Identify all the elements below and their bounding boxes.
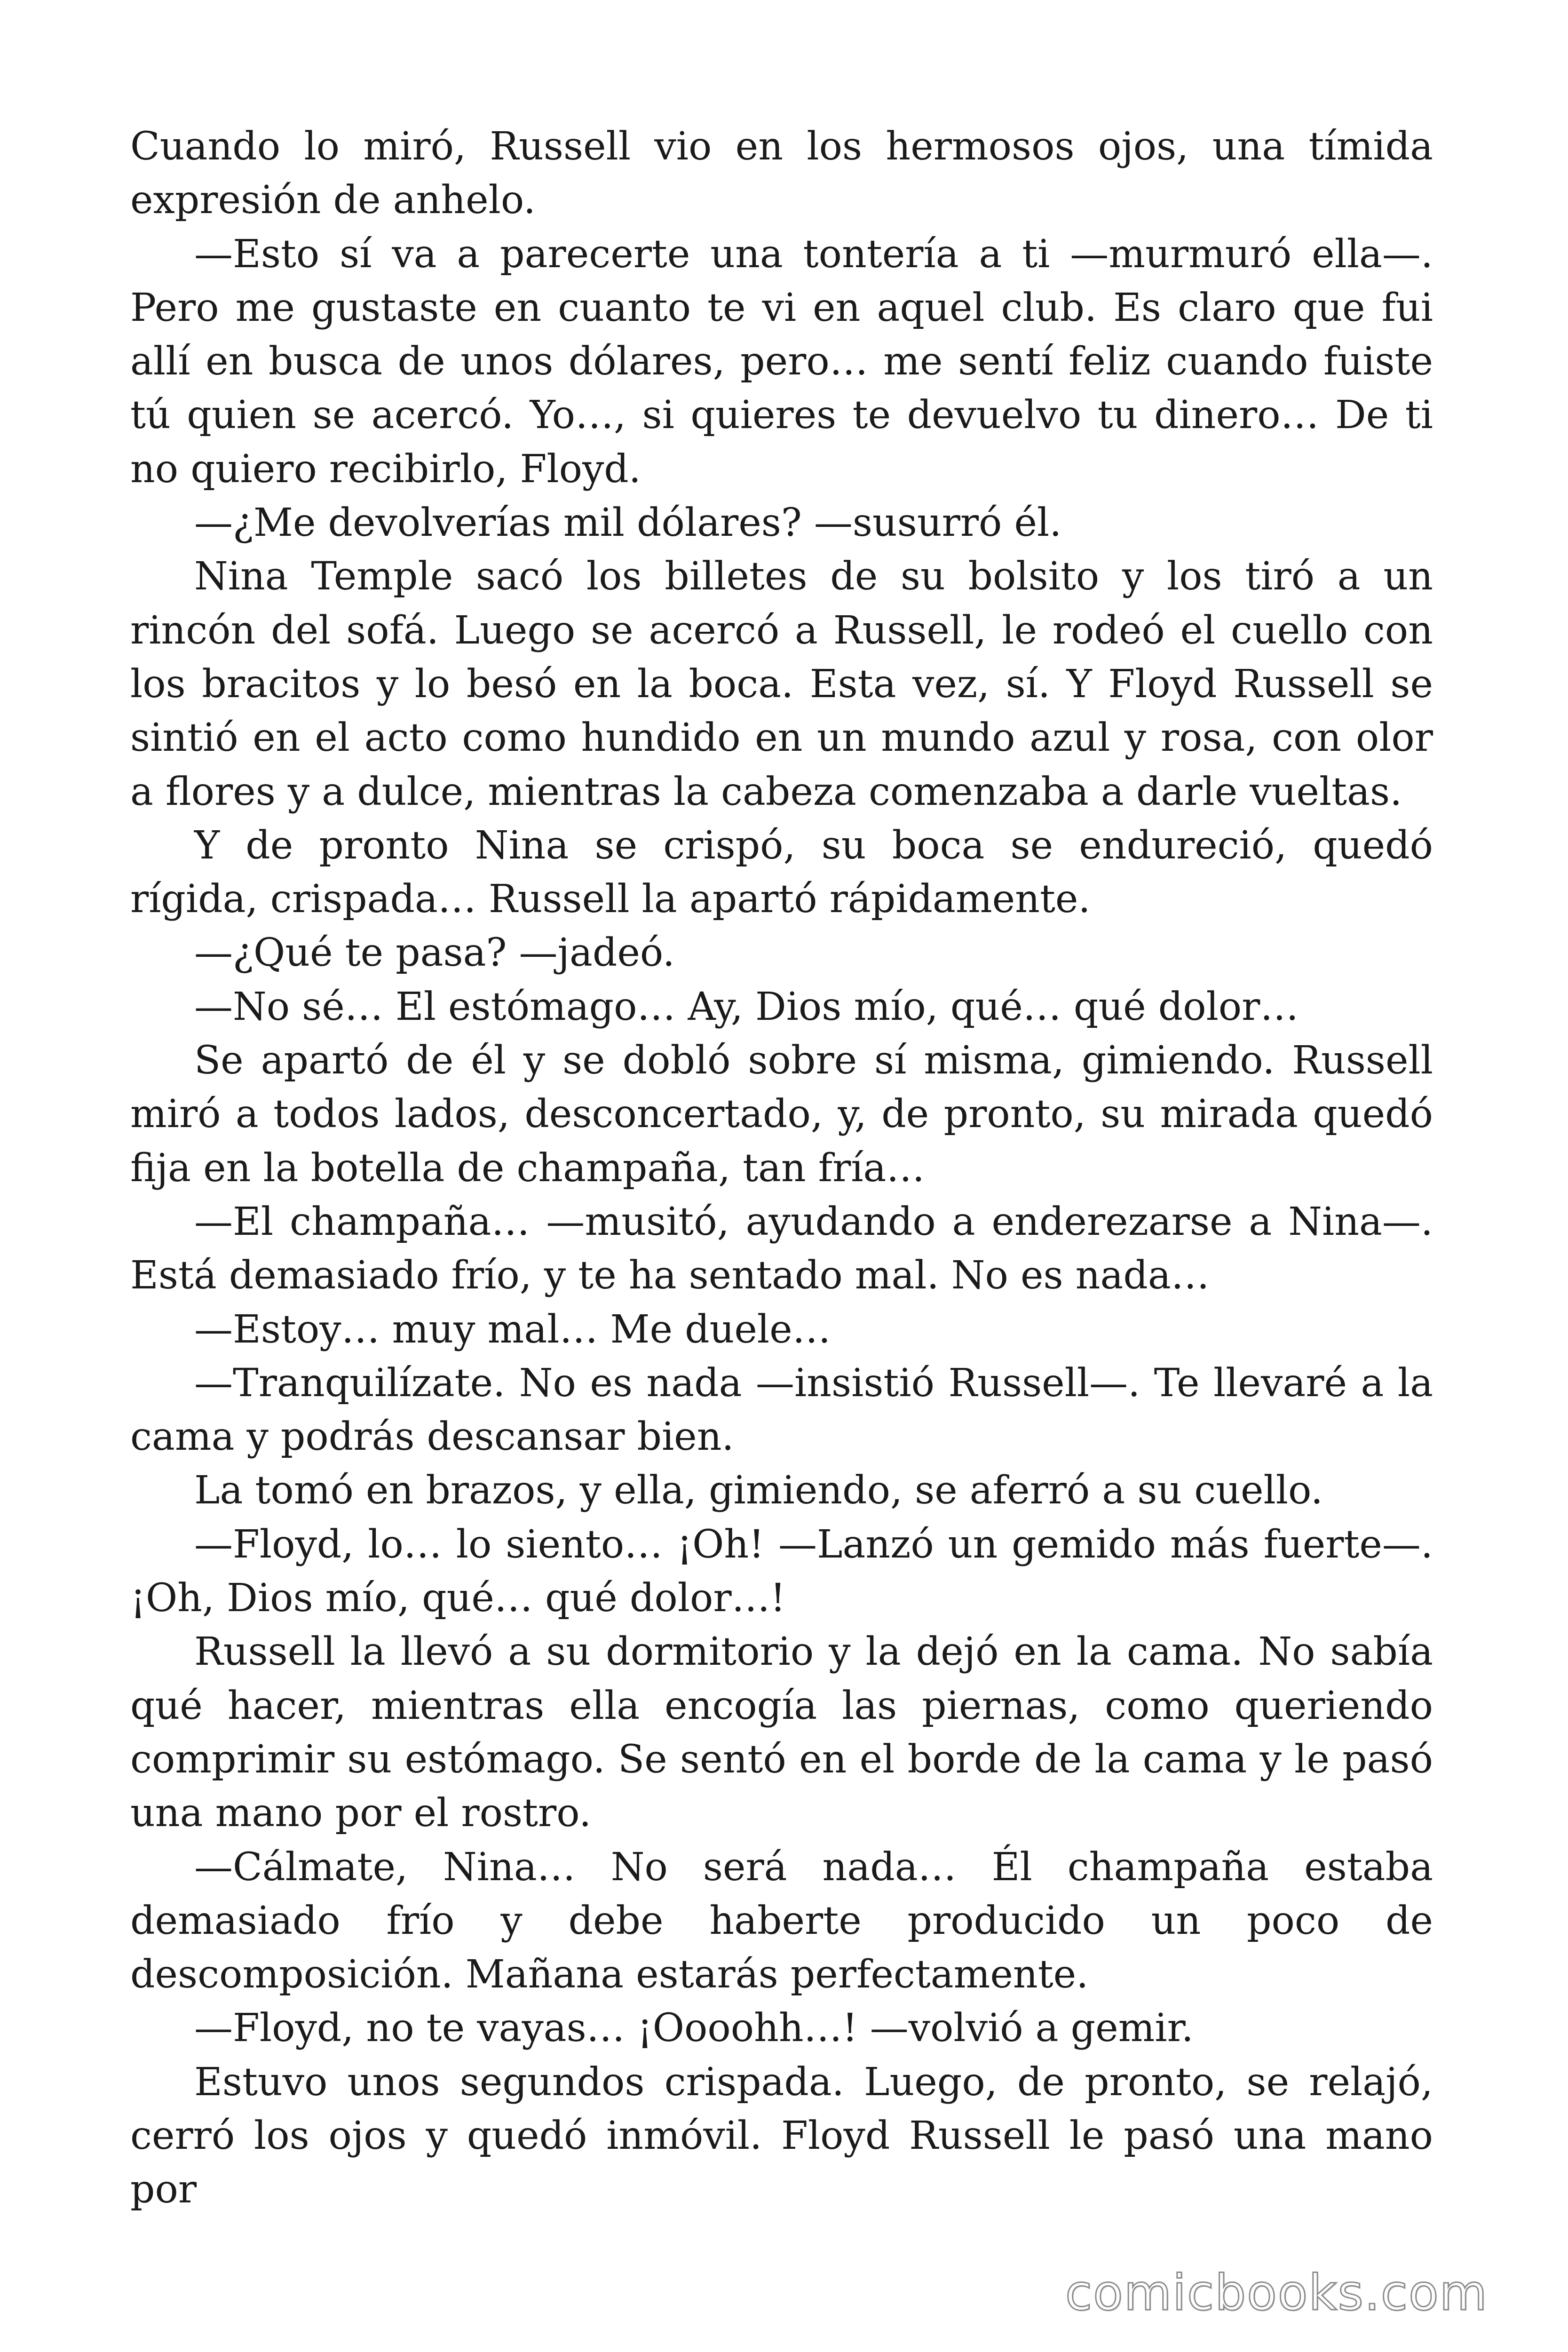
- paragraph: La tomó en brazos, y ella, gimiendo, se aferró a su cuello.: [194, 1468, 1323, 1513]
- paragraph: Y de pronto Nina se crispó, su boca se endureció, quedó rígida, crispada… Russell la apartó rápidamente.: [130, 823, 1433, 922]
- paragraph: —Estoy… muy mal… Me duele…: [194, 1307, 831, 1352]
- paragraph: Estuvo unos segundos crispada. Luego, de pronto, se relajó, cerró los ojos y quedó inmóvil. Floyd Russell le pasó una mano por: [130, 2059, 1433, 2212]
- paragraph: Nina Temple sacó los billetes de su bolsito y los tiró a un rincón del sofá. Luego se acercó a Russell, le rodeó el cuello con los bracitos y lo besó en la boca. Esta vez, sí. Y Floyd Russell se sintió en el acto como hundido en un mundo azul y rosa, con olor a flores y a dulce, mientras la cabeza comenzaba a darle vueltas.: [130, 554, 1433, 814]
- paragraph: Cuando lo miró, Russell vio en los hermosos ojos, una tímida expresión de anhelo.: [130, 124, 1433, 223]
- paragraph: —Cálmate, Nina… No será nada… Él champaña estaba demasiado frío y debe haberte producido un poco de descomposición. Mañana estarás perfectamente.: [130, 1844, 1433, 1997]
- watermark-logo: comicbooks.com: [1065, 2264, 1488, 2321]
- paragraph: —El champaña… —musitó, ayudando a enderezarse a Nina—. Está demasiado frío, y te ha sentado mal. No es nada…: [130, 1199, 1433, 1298]
- paragraph: —Floyd, no te vayas… ¡Oooohh…! —volvió a gemir.: [194, 2006, 1194, 2051]
- paragraph: —¿Qué te pasa? —jadeó.: [194, 930, 675, 976]
- paragraph: —Tranquilízate. No es nada —insistió Russell—. Te llevaré a la cama y podrás descansar bien.: [130, 1360, 1433, 1460]
- paragraph: —Esto sí va a parecerte una tontería a ti —murmuró ella—. Pero me gustaste en cuanto te vi en aquel club. Es claro que fui allí en busca de unos dólares, pero… me sentí feliz cuando fuiste tú quien se acercó. Yo…, si quieres te devuelvo tu dinero… De ti no quiero recibirlo, Floyd.: [130, 231, 1433, 492]
- paragraph: —¿Me devolverías mil dólares? —susurró él.: [194, 501, 1062, 546]
- paragraph: —Floyd, lo… lo siento… ¡Oh! —Lanzó un gemido más fuerte—. ¡Oh, Dios mío, qué… qué dolor…!: [130, 1522, 1433, 1621]
- paragraph: Se apartó de él y se dobló sobre sí misma, gimiendo. Russell miró a todos lados, desconcertado, y, de pronto, su mirada quedó fija en la botella de champaña, tan fría…: [130, 1038, 1433, 1191]
- paragraph: Russell la llevó a su dormitorio y la dejó en la cama. No sabía qué hacer, mientras ella encogía las piernas, como queriendo comprimir su estómago. Se sentó en el borde de la cama y le pasó una mano por el rostro.: [130, 1629, 1433, 1836]
- page-body-text: [130, 120, 1433, 2217]
- paragraph: —No sé… El estómago… Ay, Dios mío, qué… qué dolor…: [194, 984, 1299, 1029]
